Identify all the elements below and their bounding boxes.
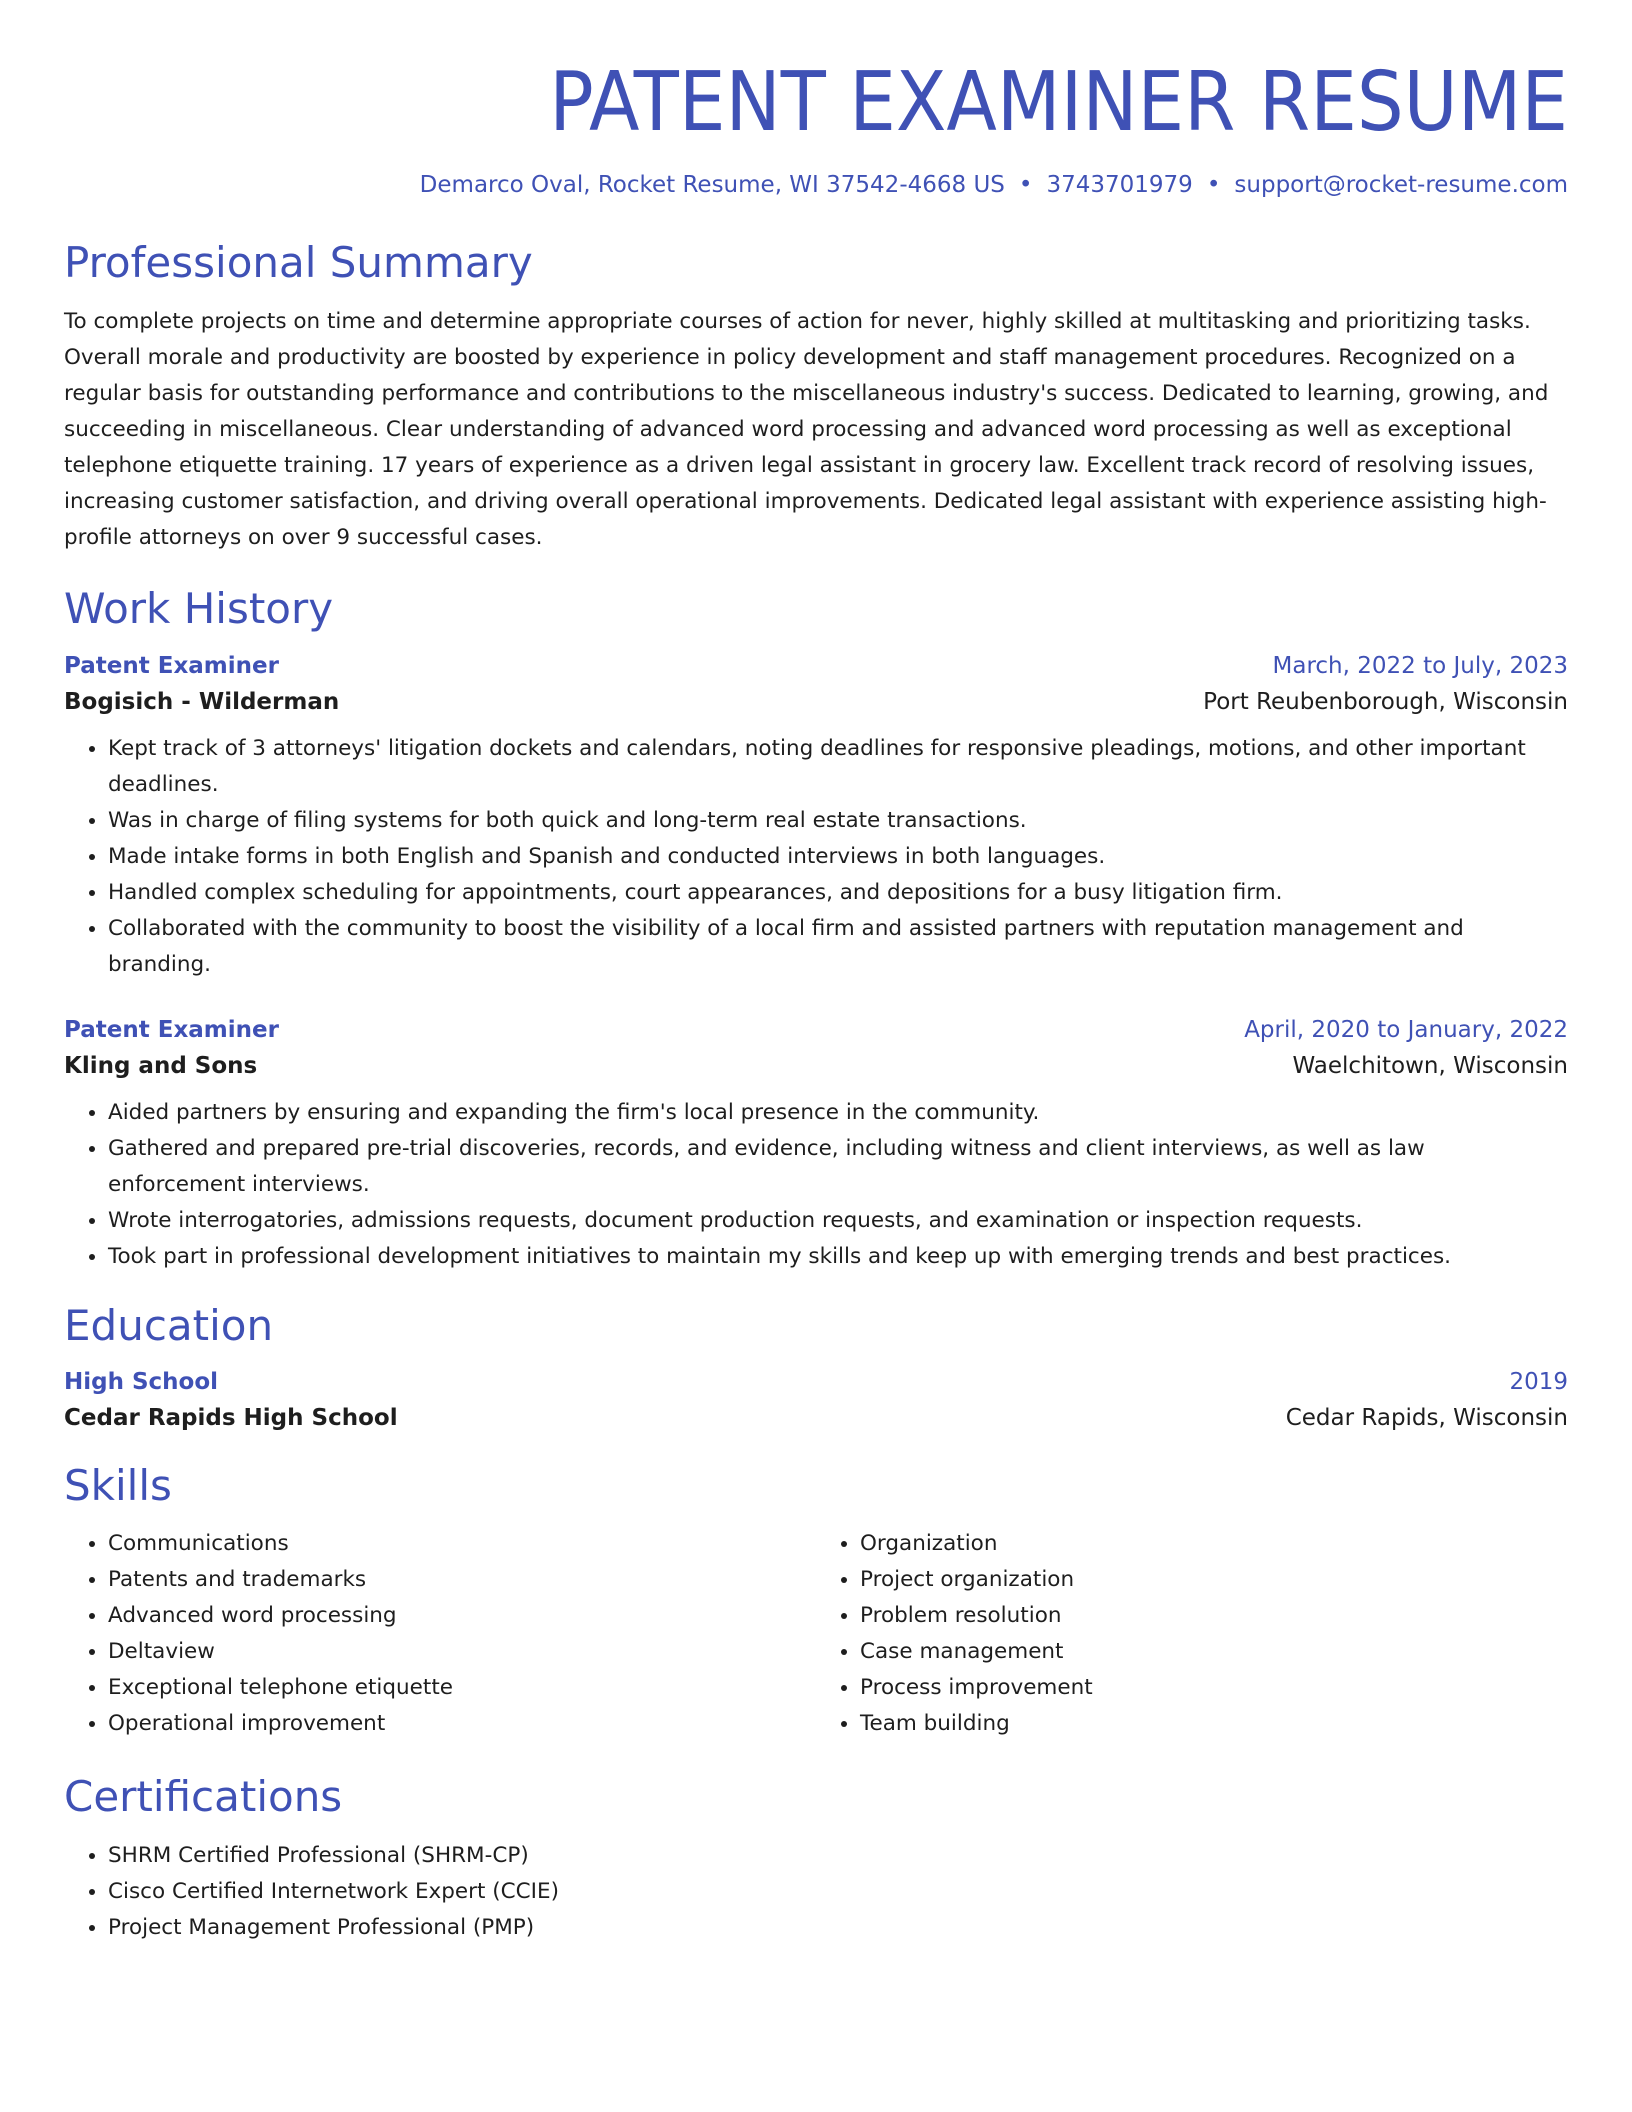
job-company-row bbox=[64, 1053, 1568, 1079]
education-location: Cedar Rapids, Wisconsin bbox=[1285, 1405, 1568, 1432]
certifications-heading: Certifications bbox=[64, 1771, 343, 1821]
education-school: Cedar Rapids High School bbox=[64, 1405, 398, 1432]
summary-text: To complete projects on time and determine appropriate courses of action for never, highly skilled at multitasking and prioritizing tasks. Overall morale and productivity are boosted by experience in policy development and staff management procedures. Recognized on a regular basis for outstanding performance and contributions to the miscellaneous industry's success. Dedicated to learning, growing, and succeeding in miscellaneous. Clear understanding of advanced word processing and advanced word processing as well as exceptional telephone etiquette training. 17 years of experience as a driven legal assistant in grocery law. Excellent track record of resolving issues, increasing customer satisfaction, and driving overall operational improvements. Dedicated legal assistant with experience assisting high-profile attorneys on over 9 successful cases. bbox=[64, 309, 1549, 551]
skills-right-column bbox=[816, 1526, 1568, 1742]
education-heading: Education bbox=[64, 1300, 274, 1350]
job-location: Port Reubenborough, Wisconsin bbox=[1203, 688, 1568, 715]
skill-item: • Advanced word processing bbox=[108, 1598, 816, 1634]
education-degree: High School bbox=[64, 1369, 219, 1396]
skill-item: • Operational improvement bbox=[108, 1706, 816, 1742]
job-location: Waelchitown, Wisconsin bbox=[1292, 1052, 1568, 1079]
list-item: • Wrote interrogatories, admissions requests, document production requests, and examination or inspection requests. bbox=[108, 1203, 1568, 1239]
skills-left-column bbox=[64, 1526, 816, 1742]
summary-heading: Professional Summary bbox=[64, 238, 533, 287]
job-company-row bbox=[64, 689, 1568, 715]
skill-item: • Communications bbox=[108, 1526, 816, 1562]
job-company: Kling and Sons bbox=[64, 1052, 258, 1079]
job-header-row bbox=[64, 653, 1568, 679]
certification-item: • Project Management Professional (PMP) bbox=[108, 1910, 1568, 1946]
contact-phone[interactable]: 3743701979 bbox=[1046, 172, 1193, 198]
skill-item: • Exceptional telephone etiquette bbox=[108, 1670, 816, 1706]
work-history-heading: Work History bbox=[64, 584, 334, 634]
contact-address: Demarco Oval, Rocket Resume, WI 37542-4668 US bbox=[419, 172, 1005, 198]
job-entry bbox=[64, 653, 1568, 983]
skill-item: • Organization bbox=[860, 1526, 1568, 1562]
job-dates: April, 2020 to January, 2022 bbox=[1244, 1016, 1568, 1043]
skill-item: • Project organization bbox=[860, 1562, 1568, 1598]
certification-item: • Cisco Certified Internetwork Expert (CCIE) bbox=[108, 1874, 1568, 1910]
list-item: • Was in charge of filing systems for both quick and long-term real estate transactions. bbox=[108, 803, 1568, 839]
skill-item: • Deltaview bbox=[108, 1634, 816, 1670]
list-item: • Made intake forms in both English and Spanish and conducted interviews in both languages. bbox=[108, 839, 1568, 875]
job-role: Patent Examiner bbox=[64, 652, 279, 679]
contact-separator: • bbox=[1206, 172, 1221, 198]
list-item: • Collaborated with the community to boost the visibility of a local firm and assisted partners with reputation management and branding. bbox=[108, 911, 1568, 983]
job-bullets bbox=[64, 731, 1568, 983]
education-school-row bbox=[64, 1405, 1568, 1431]
job-header-row bbox=[64, 1017, 1568, 1043]
skills-heading: Skills bbox=[64, 1461, 172, 1511]
certification-item: • SHRM Certified Professional (SHRM-CP) bbox=[108, 1838, 1568, 1874]
contact-email[interactable]: support@rocket-resume.com bbox=[1234, 172, 1568, 198]
job-company: Bogisich - Wilderman bbox=[64, 688, 340, 715]
certifications-list bbox=[64, 1838, 1568, 1946]
skill-item: • Case management bbox=[860, 1634, 1568, 1670]
contact-separator: • bbox=[1018, 172, 1033, 198]
skills-grid bbox=[64, 1526, 1568, 1742]
list-item: • Kept track of 3 attorneys' litigation dockets and calendars, noting deadlines for responsive pleadings, motions, and other important deadlines. bbox=[108, 731, 1568, 803]
education-header-row bbox=[64, 1369, 1568, 1395]
skill-item: • Process improvement bbox=[860, 1670, 1568, 1706]
education-entry bbox=[64, 1369, 1568, 1431]
skill-item: • Problem resolution bbox=[860, 1598, 1568, 1634]
job-bullets bbox=[64, 1095, 1568, 1275]
job-dates: March, 2022 to July, 2023 bbox=[1272, 652, 1568, 679]
skill-item: • Team building bbox=[860, 1706, 1568, 1742]
list-item: • Gathered and prepared pre-trial discoveries, records, and evidence, including witness and client interviews, as well as law enforcement interviews. bbox=[108, 1131, 1568, 1203]
job-entry bbox=[64, 1017, 1568, 1275]
job-role: Patent Examiner bbox=[64, 1016, 279, 1043]
contact-line bbox=[64, 172, 1568, 198]
list-item: • Aided partners by ensuring and expanding the firm's local presence in the community. bbox=[108, 1095, 1568, 1131]
resume-title: PATENT EXAMINER RESUME bbox=[549, 55, 1568, 150]
education-year: 2019 bbox=[1509, 1369, 1568, 1396]
list-item: • Handled complex scheduling for appointments, court appearances, and depositions for a busy litigation firm. bbox=[108, 875, 1568, 911]
skill-item: • Patents and trademarks bbox=[108, 1562, 816, 1598]
list-item: • Took part in professional development initiatives to maintain my skills and keep up with emerging trends and best practices. bbox=[108, 1239, 1568, 1275]
